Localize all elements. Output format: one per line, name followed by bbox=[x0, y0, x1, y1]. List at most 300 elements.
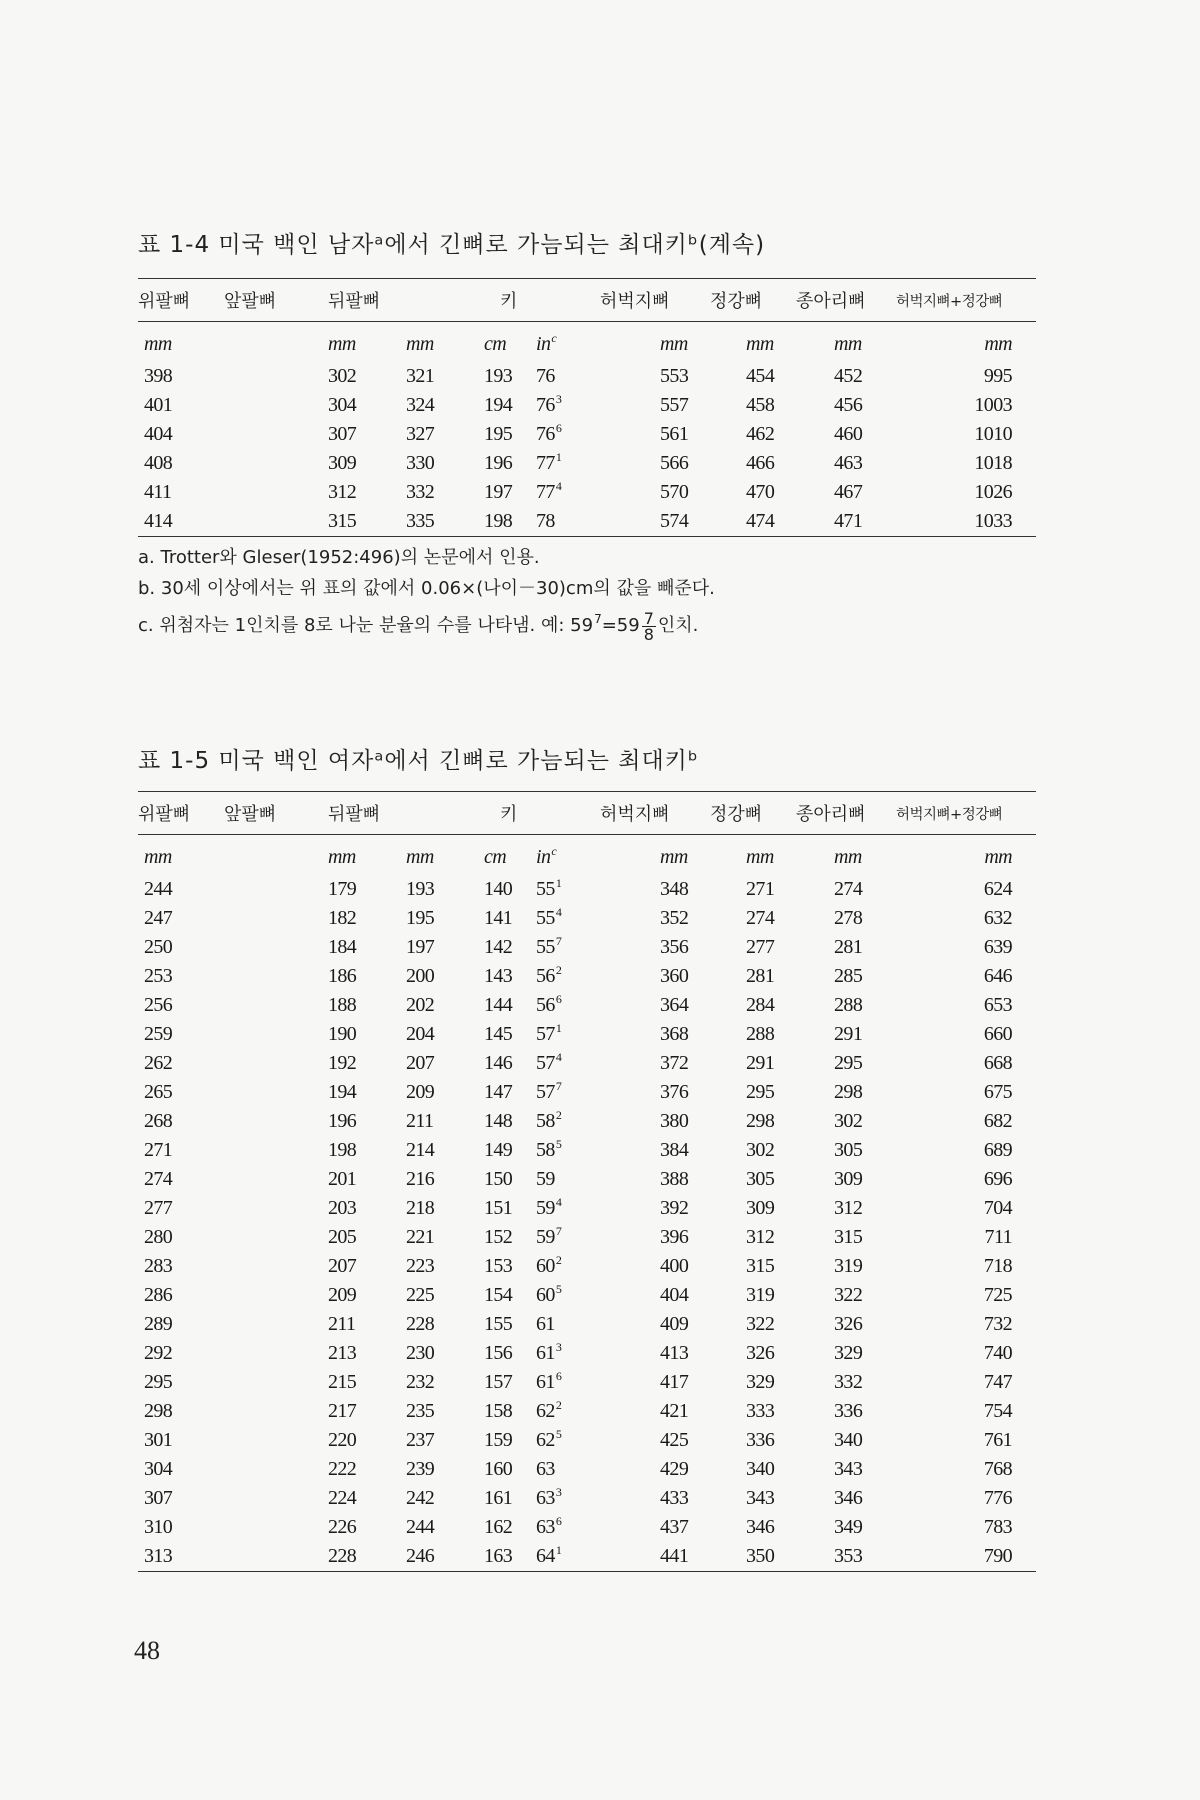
table-cell: 274 bbox=[746, 907, 775, 929]
table-cell: 353 bbox=[788, 1542, 888, 1572]
table-cell: 704 bbox=[983, 1197, 1013, 1219]
table-cell: 349 bbox=[834, 1516, 863, 1538]
eighths-superscript: 1 bbox=[555, 1021, 562, 1035]
table-cell: 467 bbox=[834, 481, 863, 503]
table-cell: 179 bbox=[328, 878, 357, 900]
table-cell: 226 bbox=[328, 1516, 357, 1538]
table-cell: $58^2$ bbox=[536, 1108, 562, 1132]
table-1-4-header-row bbox=[138, 279, 1036, 322]
table-cell: $56^6$ bbox=[536, 992, 562, 1016]
table-cell: 148 bbox=[484, 1110, 513, 1132]
table-cell: $76^6$ bbox=[536, 421, 562, 445]
table-cell: 312 bbox=[834, 1197, 863, 1219]
table-cell: 333 bbox=[746, 1400, 775, 1422]
header-fibula: 종아리뼈 bbox=[788, 279, 888, 322]
table-1-4 bbox=[138, 278, 1036, 537]
table-cell: 388 bbox=[660, 1168, 689, 1190]
units-row bbox=[138, 835, 1036, 876]
table-cell: $62^5$ bbox=[536, 1427, 562, 1451]
table-cell: 433 bbox=[660, 1487, 689, 1509]
table-cell: 213 bbox=[328, 1342, 357, 1364]
table-cell: 632 bbox=[983, 907, 1013, 929]
table-cell: 141 bbox=[484, 907, 513, 929]
table-cell: 184 bbox=[328, 936, 357, 958]
table-cell: 474 bbox=[696, 507, 788, 537]
table-cell: 319 bbox=[746, 1284, 775, 1306]
table-cell: 162 bbox=[484, 1516, 513, 1538]
table-cell: 262 bbox=[144, 1052, 173, 1074]
header-fibula: 종아리뼈 bbox=[788, 792, 888, 835]
table-cell: 216 bbox=[406, 1168, 435, 1190]
eighths-superscript: 1 bbox=[555, 1543, 562, 1557]
table-cell: 197 bbox=[406, 936, 435, 958]
table-cell: 346 bbox=[746, 1516, 775, 1538]
table-cell: 368 bbox=[660, 1023, 689, 1045]
table-cell: 639 bbox=[983, 936, 1013, 958]
table-cell: 761 bbox=[983, 1429, 1013, 1451]
table-cell: 197 bbox=[484, 481, 513, 503]
table-1-4-notes bbox=[138, 542, 715, 642]
table-cell: 149 bbox=[484, 1139, 513, 1161]
table-row bbox=[138, 1020, 1036, 1049]
table-cell: 156 bbox=[484, 1342, 513, 1364]
table-cell: 152 bbox=[484, 1226, 513, 1248]
unit-cell: $in^c$ bbox=[536, 330, 557, 355]
table-row bbox=[138, 391, 1036, 420]
table-cell: 343 bbox=[746, 1487, 775, 1509]
table-cell: 195 bbox=[406, 907, 435, 929]
table-cell: 570 bbox=[660, 481, 689, 503]
table-cell: 466 bbox=[746, 452, 775, 474]
table-cell: 425 bbox=[660, 1429, 689, 1451]
table-cell: 244 bbox=[144, 878, 173, 900]
table-cell: $59^7$ bbox=[536, 1224, 562, 1248]
table-cell: 228 bbox=[224, 1542, 320, 1572]
table-cell: 235 bbox=[406, 1400, 435, 1422]
table-cell: 458 bbox=[746, 394, 775, 416]
table-cell: 78 bbox=[510, 507, 600, 537]
eighths-superscript: 3 bbox=[555, 1340, 562, 1354]
table-cell: 462 bbox=[746, 423, 775, 445]
table-cell: 286 bbox=[144, 1284, 173, 1306]
table-cell: 384 bbox=[660, 1139, 689, 1161]
table-cell: 400 bbox=[660, 1255, 689, 1277]
table-cell: 259 bbox=[144, 1023, 173, 1045]
table-cell: 158 bbox=[484, 1400, 513, 1422]
table-row bbox=[138, 933, 1036, 962]
table-cell: $61^6$ bbox=[536, 1369, 562, 1393]
table-cell: 163 bbox=[430, 1542, 510, 1572]
table-cell: 307 bbox=[328, 423, 357, 445]
eighths-superscript: 5 bbox=[555, 1282, 562, 1296]
table-row bbox=[138, 478, 1036, 507]
eighths-superscript: 4 bbox=[555, 1050, 562, 1064]
table-row bbox=[138, 1484, 1036, 1513]
table-cell: 646 bbox=[983, 965, 1013, 987]
eighths-superscript: 3 bbox=[555, 392, 562, 406]
unit-cell: mm bbox=[144, 332, 172, 355]
note-c-eq: =59 bbox=[601, 615, 640, 636]
table-cell: $61^3$ bbox=[536, 1340, 562, 1364]
table-cell: 711 bbox=[984, 1226, 1013, 1248]
table-cell: 315 bbox=[224, 507, 320, 537]
table-cell: 463 bbox=[834, 452, 863, 474]
table-cell: $55^7$ bbox=[536, 934, 562, 958]
eighths-superscript: 6 bbox=[555, 992, 562, 1006]
table-cell: 350 bbox=[696, 1542, 788, 1572]
table-cell: 193 bbox=[406, 878, 435, 900]
table-cell: 215 bbox=[328, 1371, 357, 1393]
table-cell: 408 bbox=[144, 452, 173, 474]
table-cell: 561 bbox=[660, 423, 689, 445]
unit-cell: mm bbox=[834, 332, 862, 355]
table-cell: $60^2$ bbox=[536, 1253, 562, 1277]
table-cell: 298 bbox=[746, 1110, 775, 1132]
unit-cell: cm bbox=[484, 845, 507, 868]
table-cell: 247 bbox=[144, 907, 173, 929]
table-cell: 217 bbox=[328, 1400, 357, 1422]
table-cell: 76 bbox=[536, 365, 555, 387]
table-cell: 157 bbox=[484, 1371, 513, 1393]
table-cell: 1018 bbox=[974, 452, 1013, 474]
table-cell: 340 bbox=[746, 1458, 775, 1480]
table-cell: 312 bbox=[328, 481, 357, 503]
table-row bbox=[138, 1339, 1036, 1368]
eighths-superscript: 5 bbox=[555, 1137, 562, 1151]
eighths-superscript: 6 bbox=[555, 421, 562, 435]
table-cell: 253 bbox=[144, 965, 173, 987]
table-cell: 298 bbox=[834, 1081, 863, 1103]
table-cell: 398 bbox=[144, 365, 173, 387]
table-cell: 192 bbox=[328, 1052, 357, 1074]
table-cell: 271 bbox=[746, 878, 775, 900]
eighths-superscript: 6 bbox=[555, 1369, 562, 1383]
table-cell: 696 bbox=[983, 1168, 1013, 1190]
table-cell: 346 bbox=[834, 1487, 863, 1509]
table-cell: 205 bbox=[328, 1226, 357, 1248]
table-1-4-body bbox=[138, 322, 1036, 537]
table-cell: 718 bbox=[983, 1255, 1013, 1277]
unit-cell: mm bbox=[660, 845, 688, 868]
table-cell: 281 bbox=[746, 965, 775, 987]
table-cell: 160 bbox=[484, 1458, 513, 1480]
table-cell: 200 bbox=[406, 965, 435, 987]
table-cell: 360 bbox=[660, 965, 689, 987]
page-number: 48 bbox=[134, 1636, 160, 1665]
table-cell: 566 bbox=[660, 452, 689, 474]
note-a: a. Trotter와 Gleser(1952:496)의 논문에서 인용. bbox=[138, 547, 540, 568]
table-cell: 209 bbox=[328, 1284, 357, 1306]
table-cell: 321 bbox=[406, 365, 435, 387]
eighths-superscript: 4 bbox=[555, 479, 562, 493]
table-cell: $56^2$ bbox=[536, 963, 562, 987]
note-c-suffix: 인치. bbox=[657, 615, 699, 636]
table-cell: 343 bbox=[834, 1458, 863, 1480]
unit-cell: mm bbox=[144, 845, 172, 868]
table-cell: 195 bbox=[484, 423, 513, 445]
table-cell: 348 bbox=[660, 878, 689, 900]
table-cell: 312 bbox=[746, 1226, 775, 1248]
unit-cell: mm bbox=[328, 845, 356, 868]
header-radius: 뒤팔뼈 bbox=[320, 279, 430, 322]
table-cell: 452 bbox=[834, 365, 863, 387]
eighths-superscript: 7 bbox=[555, 1079, 562, 1093]
table-cell: 196 bbox=[328, 1110, 357, 1132]
table-cell: 283 bbox=[144, 1255, 173, 1277]
table-cell: 277 bbox=[746, 936, 775, 958]
table-cell: 147 bbox=[484, 1081, 513, 1103]
table-cell: 153 bbox=[484, 1255, 513, 1277]
table-cell: 557 bbox=[660, 394, 689, 416]
table-cell: 268 bbox=[144, 1110, 173, 1132]
table-cell: $58^5$ bbox=[536, 1137, 562, 1161]
table-row bbox=[138, 507, 1036, 537]
table-cell: 326 bbox=[746, 1342, 775, 1364]
table-cell: 146 bbox=[484, 1052, 513, 1074]
table-cell: 194 bbox=[328, 1081, 357, 1103]
eighths-superscript: 4 bbox=[555, 905, 562, 919]
table-cell: 336 bbox=[834, 1400, 863, 1422]
table-cell: 404 bbox=[660, 1284, 689, 1306]
table-cell: 330 bbox=[406, 452, 435, 474]
table-cell: $57^4$ bbox=[536, 1050, 562, 1074]
table-cell: $55^4$ bbox=[536, 905, 562, 929]
table-row bbox=[138, 420, 1036, 449]
table-cell: 289 bbox=[144, 1313, 173, 1335]
unit-cell: $in^c$ bbox=[536, 843, 557, 868]
table-cell: 471 bbox=[788, 507, 888, 537]
table-cell: 143 bbox=[484, 965, 513, 987]
table-row bbox=[138, 1107, 1036, 1136]
fraction-denominator: 8 bbox=[643, 624, 654, 644]
table-cell: 291 bbox=[834, 1023, 863, 1045]
table-cell: 313 bbox=[138, 1542, 224, 1572]
table-cell: 188 bbox=[328, 994, 357, 1016]
table-cell: 256 bbox=[144, 994, 173, 1016]
table-row bbox=[138, 362, 1036, 391]
table-cell: $76^3$ bbox=[536, 392, 562, 416]
table-cell: 309 bbox=[746, 1197, 775, 1219]
table-cell: 154 bbox=[484, 1284, 513, 1306]
table-cell: 218 bbox=[406, 1197, 435, 1219]
eighths-superscript: 3 bbox=[555, 1485, 562, 1499]
header-ulna: 앞팔뼈 bbox=[224, 279, 320, 322]
table-cell: 295 bbox=[746, 1081, 775, 1103]
table-row bbox=[138, 1049, 1036, 1078]
table-cell: 417 bbox=[660, 1371, 689, 1393]
table-cell: 675 bbox=[983, 1081, 1013, 1103]
table-cell: 246 bbox=[320, 1542, 430, 1572]
table-cell: 291 bbox=[746, 1052, 775, 1074]
table-cell: 414 bbox=[138, 507, 224, 537]
header-tibia: 정강뼈 bbox=[696, 792, 788, 835]
table-cell: 230 bbox=[406, 1342, 435, 1364]
header-femur-tibia: 허벅지뼈+정강뼈 bbox=[888, 279, 1036, 322]
table-cell: 242 bbox=[406, 1487, 435, 1509]
eighths-superscript: 5 bbox=[555, 1427, 562, 1441]
table-cell: 302 bbox=[328, 365, 357, 387]
header-radius: 뒤팔뼈 bbox=[320, 792, 430, 835]
table-cell: 285 bbox=[834, 965, 863, 987]
table-1-5 bbox=[138, 791, 1036, 1572]
header-tibia: 정강뼈 bbox=[696, 279, 788, 322]
table-cell: $55^1$ bbox=[536, 876, 562, 900]
table-cell: 304 bbox=[144, 1458, 173, 1480]
table-cell: 790 bbox=[888, 1542, 1036, 1572]
table-cell: 470 bbox=[746, 481, 775, 503]
unit-cell: mm bbox=[984, 332, 1013, 355]
table-cell: $63^6$ bbox=[536, 1514, 562, 1538]
table-cell: 194 bbox=[484, 394, 513, 416]
table-cell: 352 bbox=[660, 907, 689, 929]
table-cell: 274 bbox=[834, 878, 863, 900]
table-cell: 292 bbox=[144, 1342, 173, 1364]
table-cell: 201 bbox=[328, 1168, 357, 1190]
table-row bbox=[138, 1252, 1036, 1281]
table-cell: 747 bbox=[983, 1371, 1013, 1393]
table-cell: 295 bbox=[834, 1052, 863, 1074]
table-cell: 356 bbox=[660, 936, 689, 958]
table-row bbox=[138, 904, 1036, 933]
table-cell: 220 bbox=[328, 1429, 357, 1451]
table-row bbox=[138, 1281, 1036, 1310]
table-row bbox=[138, 1542, 1036, 1572]
table-cell: 411 bbox=[144, 481, 172, 503]
table-cell: 193 bbox=[484, 365, 513, 387]
table-cell: 332 bbox=[834, 1371, 863, 1393]
unit-cell: mm bbox=[328, 332, 356, 355]
table-cell: 159 bbox=[484, 1429, 513, 1451]
table-row bbox=[138, 1310, 1036, 1339]
table-cell: 223 bbox=[406, 1255, 435, 1277]
table-cell: 315 bbox=[746, 1255, 775, 1277]
eighths-superscript: 7 bbox=[555, 1224, 562, 1238]
table-cell: 211 bbox=[328, 1313, 356, 1335]
table-cell: 305 bbox=[746, 1168, 775, 1190]
table-cell: 309 bbox=[834, 1168, 863, 1190]
table-cell: 329 bbox=[834, 1342, 863, 1364]
table-cell: 150 bbox=[484, 1168, 513, 1190]
table-cell: 142 bbox=[484, 936, 513, 958]
table-cell: 574 bbox=[600, 507, 696, 537]
unit-cell: mm bbox=[746, 845, 774, 868]
table-cell: 295 bbox=[144, 1371, 173, 1393]
table-cell: $64^1$ bbox=[510, 1542, 600, 1572]
table-cell: 265 bbox=[144, 1081, 173, 1103]
table-cell: 995 bbox=[983, 365, 1013, 387]
table-cell: 277 bbox=[144, 1197, 173, 1219]
table-cell: 653 bbox=[983, 994, 1013, 1016]
table-cell: 280 bbox=[144, 1226, 173, 1248]
table-cell: 322 bbox=[746, 1313, 775, 1335]
table-cell: $62^2$ bbox=[536, 1398, 562, 1422]
table-cell: 298 bbox=[144, 1400, 173, 1422]
unit-cell: mm bbox=[834, 845, 862, 868]
table-cell: 274 bbox=[144, 1168, 173, 1190]
table-cell: 725 bbox=[983, 1284, 1013, 1306]
table-1-4-title: 표 1-4 미국 백인 남자ᵃ에서 긴뼈로 가늠되는 최대키ᵇ(계속) bbox=[138, 232, 766, 258]
unit-cell: cm bbox=[484, 332, 507, 355]
header-humerus: 위팔뼈 bbox=[138, 279, 224, 322]
table-cell: 222 bbox=[328, 1458, 357, 1480]
table-cell: 305 bbox=[834, 1139, 863, 1161]
table-row bbox=[138, 1426, 1036, 1455]
table-cell: 624 bbox=[983, 878, 1013, 900]
table-cell: 196 bbox=[484, 452, 513, 474]
table-row bbox=[138, 1165, 1036, 1194]
table-cell: 329 bbox=[746, 1371, 775, 1393]
table-cell: 754 bbox=[983, 1400, 1013, 1422]
table-row bbox=[138, 875, 1036, 904]
table-cell: 660 bbox=[983, 1023, 1013, 1045]
table-cell: 1026 bbox=[974, 481, 1013, 503]
table-cell: $77^4$ bbox=[536, 479, 562, 503]
table-1-5-body bbox=[138, 835, 1036, 1572]
unit-cell: mm bbox=[406, 332, 434, 355]
table-cell: 140 bbox=[484, 878, 513, 900]
table-cell: 190 bbox=[328, 1023, 357, 1045]
header-stature: 키 bbox=[430, 792, 600, 835]
unit-cell: mm bbox=[406, 845, 434, 868]
note-c bbox=[138, 610, 715, 642]
table-cell: 302 bbox=[834, 1110, 863, 1132]
table-1-5-title: 표 1-5 미국 백인 여자ᵃ에서 긴뼈로 가늠되는 최대키ᵇ bbox=[138, 748, 699, 774]
table-cell: 182 bbox=[328, 907, 357, 929]
note-c-text: c. 위첨자는 1인치를 8로 나눈 분율의 수를 나타냄. 예: 59 bbox=[138, 615, 594, 636]
table-1-5-header-row bbox=[138, 792, 1036, 835]
table-cell: 224 bbox=[328, 1487, 357, 1509]
table-cell: $63^3$ bbox=[536, 1485, 562, 1509]
units-row bbox=[138, 322, 1036, 363]
table-row bbox=[138, 1368, 1036, 1397]
table-cell: 59 bbox=[536, 1168, 555, 1190]
note-c-sup: 7 bbox=[594, 612, 602, 626]
header-femur-tibia: 허벅지뼈+정강뼈 bbox=[888, 792, 1036, 835]
table-cell: 310 bbox=[144, 1516, 173, 1538]
table-cell: 228 bbox=[406, 1313, 435, 1335]
fraction-numerator: 7 bbox=[643, 608, 654, 628]
table-cell: 740 bbox=[983, 1342, 1013, 1364]
table-row bbox=[138, 991, 1036, 1020]
table-cell: 319 bbox=[834, 1255, 863, 1277]
table-cell: 396 bbox=[660, 1226, 689, 1248]
table-cell: $77^1$ bbox=[536, 450, 562, 474]
unit-cell: mm bbox=[660, 332, 688, 355]
table-cell: 207 bbox=[328, 1255, 357, 1277]
table-cell: 145 bbox=[484, 1023, 513, 1045]
table-cell: 322 bbox=[834, 1284, 863, 1306]
table-cell: 271 bbox=[144, 1139, 173, 1161]
table-cell: 304 bbox=[328, 394, 357, 416]
note-c-fraction bbox=[642, 608, 656, 644]
table-cell: $57^7$ bbox=[536, 1079, 562, 1103]
table-row bbox=[138, 1513, 1036, 1542]
eighths-superscript: 1 bbox=[555, 450, 562, 464]
table-cell: 302 bbox=[746, 1139, 775, 1161]
eighths-superscript: 7 bbox=[555, 934, 562, 948]
table-cell: 413 bbox=[660, 1342, 689, 1364]
unit-cell: mm bbox=[984, 845, 1013, 868]
table-row bbox=[138, 1455, 1036, 1484]
table-cell: 63 bbox=[536, 1458, 555, 1480]
table-cell: 1010 bbox=[974, 423, 1013, 445]
header-femur: 허벅지뼈 bbox=[600, 279, 696, 322]
table-cell: 1003 bbox=[974, 394, 1013, 416]
table-cell: 421 bbox=[660, 1400, 689, 1422]
table-cell: 307 bbox=[144, 1487, 173, 1509]
note-b: b. 30세 이상에서는 위 표의 값에서 0.06×(나이－30)cm의 값을 빼준다. bbox=[138, 578, 715, 599]
table-cell: 288 bbox=[834, 994, 863, 1016]
